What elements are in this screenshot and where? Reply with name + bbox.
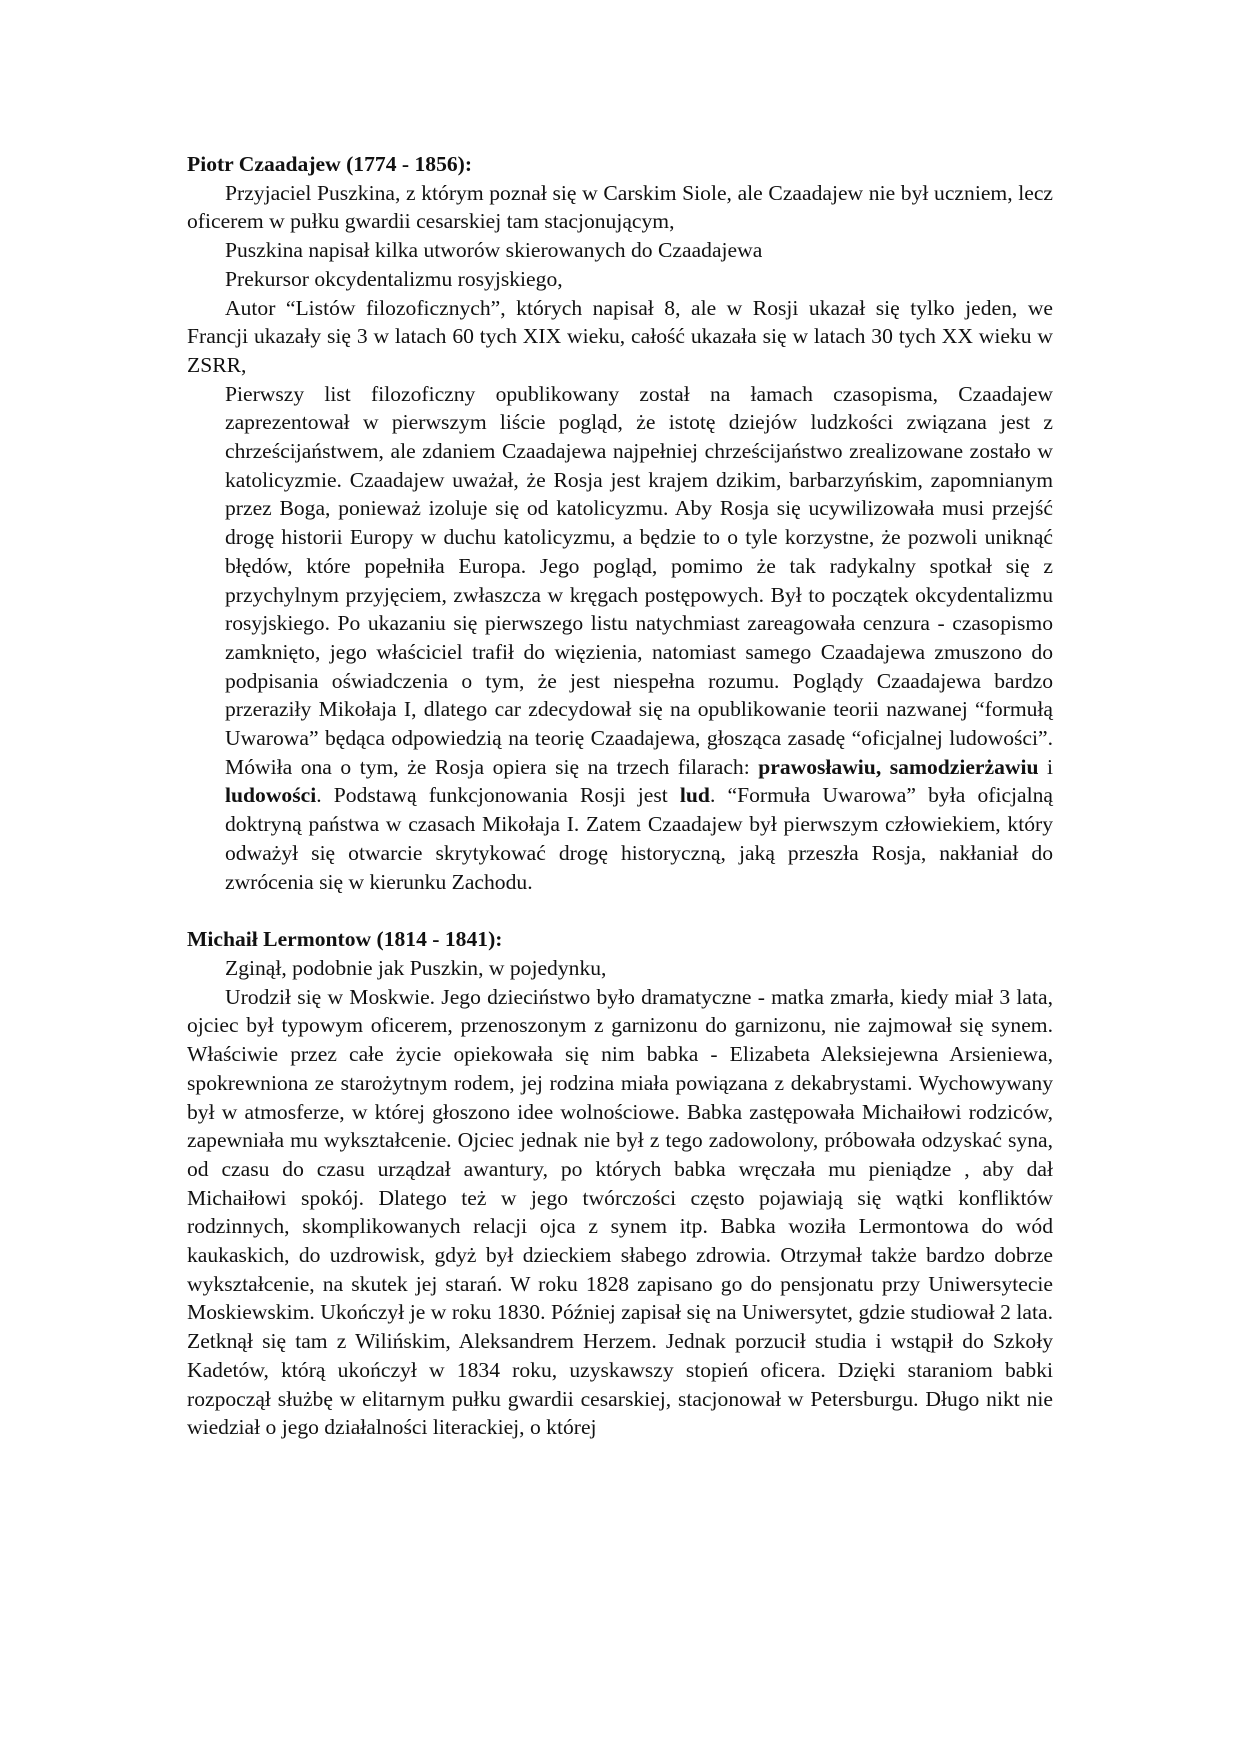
paragraph: Prekursor okcydentalizmu rosyjskiego, [225,266,563,291]
bold-term-samodzierzawiu: samodzierżawiu [889,754,1039,779]
paragraph: Puszkina napisał kilka utworów skierowanych do Czaadajewa [225,238,763,263]
paragraph: Autor “Listów filozoficznych”, których napisał 8, ale w Rosji ukazał się tylko jeden, we Francji ukazały się 3 w latach 60 tych XIX wieku, całość ukazała się w latach 30 tych XX wieku w ZSRR, [187,295,1053,377]
bold-term-lud: lud [679,783,710,808]
paragraph: Urodził się w Moskwie. Jego dzieciństwo było dramatyczne - matka zmarła, kiedy miał 3 lata, ojciec był typowym oficerem, przenoszonym z garnizonu do garnizonu, nie zajmował się synem. Właściwie przez całe życie opiekowała się nim babka - Elizabeta Aleksiejewna Arsieniewa, spokrewniona ze starożytnym rodem, jej rodzina miała powiązana z dekabrystami. Wychowywany był w atmosferze, w której głoszono idee wolnościowe. Babka zastępowała Michaiłowi rodziców, zapewniała mu wykształcenie. Ojciec jednak nie był z tego zadowolony, próbowała odzyskać syna, od czasu do czasu urządzał awantury, po których babka wręczała mu pieniądze , aby dał Michaiłowi spokój. Dlatego też w jego twórczości często pojawiają się wątki konfliktów rodzinnych, skomplikowanych relacji ojca z synem itp. Babka woziła Lermontowa do wód kaukaskich, do uzdrowisk, gdyż był dzieckiem słabego zdrowia. Otrzymał także bardzo dobrze wykształcenie, na skutek jej starań. W roku 1828 zapisano go do pensjonatu przy Uniwersytecie Moskiewskim. Ukończył je w roku 1830. Później zapisał się na Uniwersytet, gdzie studiował 2 lata. Zetknął się tam z Wilińskim, Aleksandrem Herzem. Jednak porzucił studia i wstąpił do Szkoły Kadetów, którą ukończył w 1834 roku, uzyskawszy stopień oficera. Dzięki staraniom babki rozpoczął służbę w elitarnym pułku gwardii cesarskiej, stacjonował w Petersburgu. Długo nikt nie wiedział o jego działalności literackiej, o której [187,984,1053,1440]
paragraph-text: i [1038,754,1054,779]
section-heading-czaadajew: Piotr Czaadajew (1774 - 1856): [187,152,473,176]
section-gap [187,896,1053,925]
document-page [187,150,1053,1442]
bold-term-ludowosci: ludowości [225,783,317,808]
indented-paragraph [225,380,1053,897]
paragraph-text: . “Formuła Uwarowa” była oficjalną doktryną państwa w czasach Mikołaja I. Zatem Czaadajew był pierwszym człowiekiem, który odważył się otwarcie skrytykować drogę historyczną, jaką przeszła Rosja, nakłaniał do zwrócenia się w kierunku Zachodu. [225,783,1053,894]
paragraph-text: Pierwszy list filozoficzny opublikowany został na łamach czasopisma, Czaadajew zaprezentował w pierwszym liście pogląd, że istotę dziejów ludzkości związana jest z chrześcijaństwem, ale zdaniem Czaadajewa najpełniej chrześcijaństwo zrealizowane zostało w katolicyzmie. Czaadajew uważał, że Rosja jest krajem dzikim, barbarzyńskim, zapomnianym przez Boga, ponieważ izoluje się od katolicyzmu. Aby Rosja się ucywilizowała musi przejść drogę historii Europy w duchu katolicyzmu, a będzie to o tyle korzystne, że pozwoli uniknąć błędów, które popełniła Europa. Jego pogląd, pomimo że tak radykalny spotkał się z przychylnym przyjęciem, zwłaszcza w kręgach postępowych. Był to początek okcydentalizmu rosyjskiego. Po ukazaniu się pierwszego listu natychmiast zareagowała cenzura - czasopismo zamknięto, jego właściciel trafił do więzienia, natomiast samego Czaadajewa zmuszono do podpisania oświadczenia o tym, że jest niespełna rozumu. Poglądy Czaadajewa bardzo przeraziły Mikołaja I, dlatego car zdecydował się na opublikowanie teorii nazwanej “formułą Uwarowa” będąca odpowiedzią na teorię Czaadajewa, głosząca zasadę “oficjalnej ludowości”. Mówiła ona o tym, że Rosja opiera się na trzech filarach: [225,381,1053,779]
paragraph: Zginął, podobnie jak Puszkin, w pojedynku, [225,955,607,980]
section-heading-lermontow: Michaił Lermontow (1814 - 1841): [187,927,503,952]
paragraph-text: . Podstawą funkcjonowania Rosji jest [316,783,680,808]
paragraph: Przyjaciel Puszkina, z którym poznał się w Carskim Siole, ale Czaadajew nie był uczniem, lecz oficerem w pułku gwardii cesarskiej tam stacjonującym, [187,180,1053,234]
bold-term-prawoslawiu: prawosławiu, [758,754,882,779]
